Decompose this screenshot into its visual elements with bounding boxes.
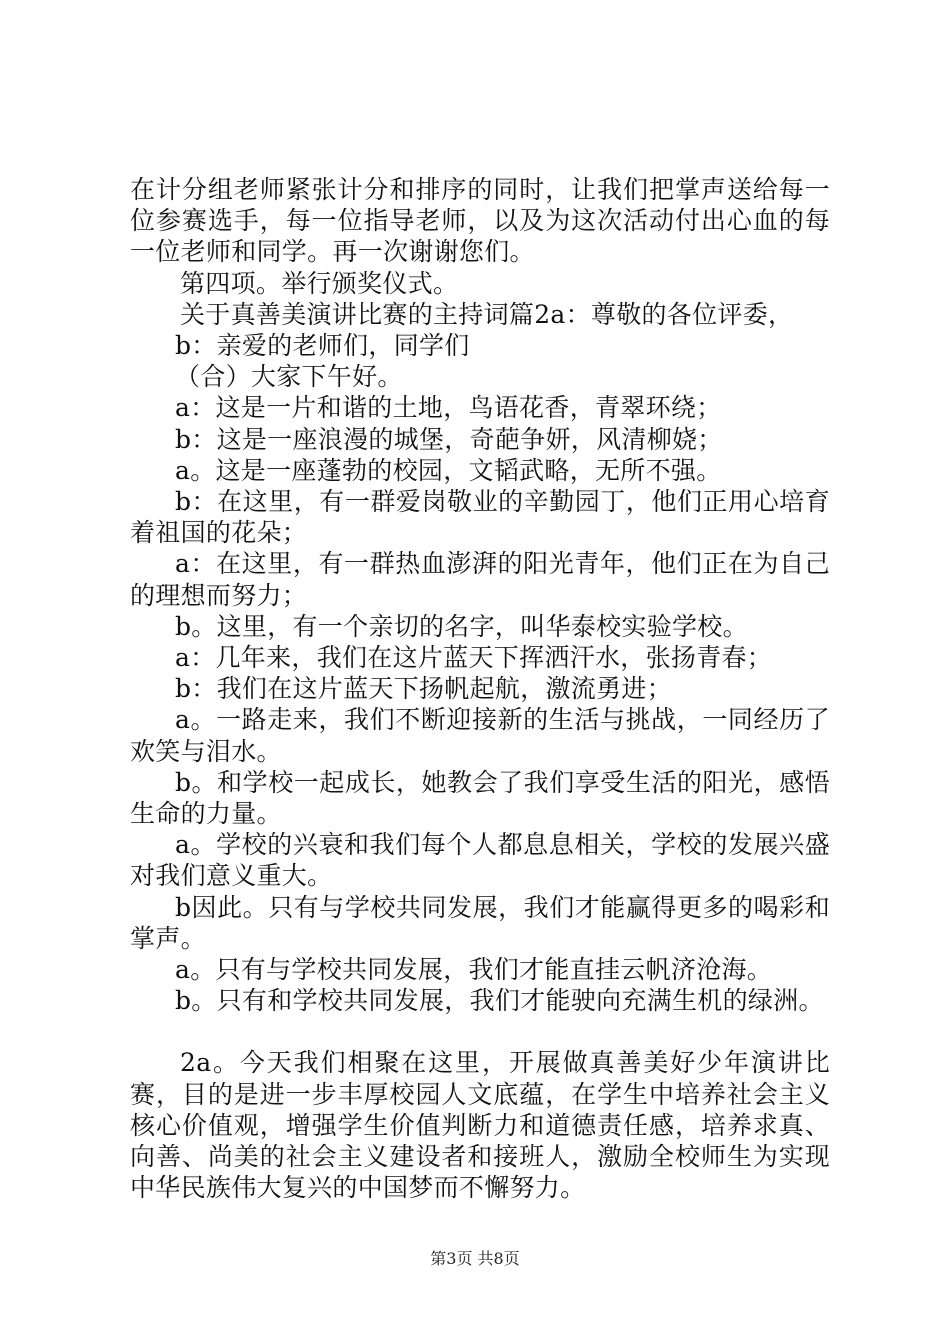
paragraph: a：在这里，有一群热血澎湃的阳光青年，他们正在为自己的理想而努力；: [130, 549, 830, 610]
paragraph: a。一路走来，我们不断迎接新的生活与挑战，一同经历了欢笑与泪水。: [130, 705, 830, 766]
paragraph: b。只有和学校共同发展，我们才能驶向充满生机的绿洲。: [175, 986, 824, 1016]
paragraph-gap: [130, 1016, 830, 1047]
paragraph: a：这是一片和谐的土地，鸟语花香，青翠环绕；: [175, 393, 722, 423]
paragraph: b。这里，有一个亲切的名字，叫华泰校实验学校。: [175, 611, 748, 641]
paragraph: 第四项。举行颁奖仪式。: [180, 268, 459, 298]
paragraph: 在计分组老师紧张计分和排序的同时，让我们把掌声送给每一位参赛选手，每一位指导老师，以及为这次活动付出心血的每一位老师和同学。再一次谢谢您们。: [130, 175, 830, 267]
paragraph: b：亲爱的老师们，同学们: [175, 331, 470, 361]
paragraph: b。和学校一起成长，她教会了我们享受生活的阳光，感悟生命的力量。: [130, 767, 830, 829]
paragraph: b：我们在这片蓝天下扬帆起航，激流勇进；: [175, 674, 673, 704]
document-body: [130, 174, 830, 1204]
page-number-footer: 第3页 共8页: [430, 1249, 520, 1268]
paragraph: b：在这里，有一群爱岗敬业的辛勤园丁，他们正用心培育着祖国的花朵；: [130, 487, 830, 548]
paragraph: a。学校的兴衰和我们每个人都息息相关，学校的发展兴盛对我们意义重大。: [130, 830, 830, 891]
paragraph: b：这是一座浪漫的城堡，奇葩争妍，风清柳娆；: [175, 424, 723, 454]
paragraph: b因此。只有与学校共同发展，我们才能赢得更多的喝彩和掌声。: [130, 892, 830, 953]
paragraph: a：几年来，我们在这片蓝天下挥洒汗水，张扬青春；: [175, 643, 773, 673]
paragraph: 2a。今天我们相聚在这里，开展做真善美好少年演讲比赛，目的是进一步丰厚校园人文底蕴，在学生中培养社会主义核心价值观，增强学生价值判断力和道德责任感，培养求真、向善、尚美的社会主义建设者和接班人，激励全校师生为实现中华民族伟大复兴的中国梦而不懈努力。: [130, 1048, 830, 1203]
paragraph: a。只有与学校共同发展，我们才能直挂云帆济沧海。: [175, 955, 773, 985]
paragraph: （合）大家下午好。: [175, 362, 403, 392]
paragraph: 关于真善美演讲比赛的主持词篇2a：尊敬的各位评委，: [180, 299, 794, 329]
paragraph: a。这是一座蓬勃的校园，文韬武略，无所不强。: [175, 455, 722, 485]
